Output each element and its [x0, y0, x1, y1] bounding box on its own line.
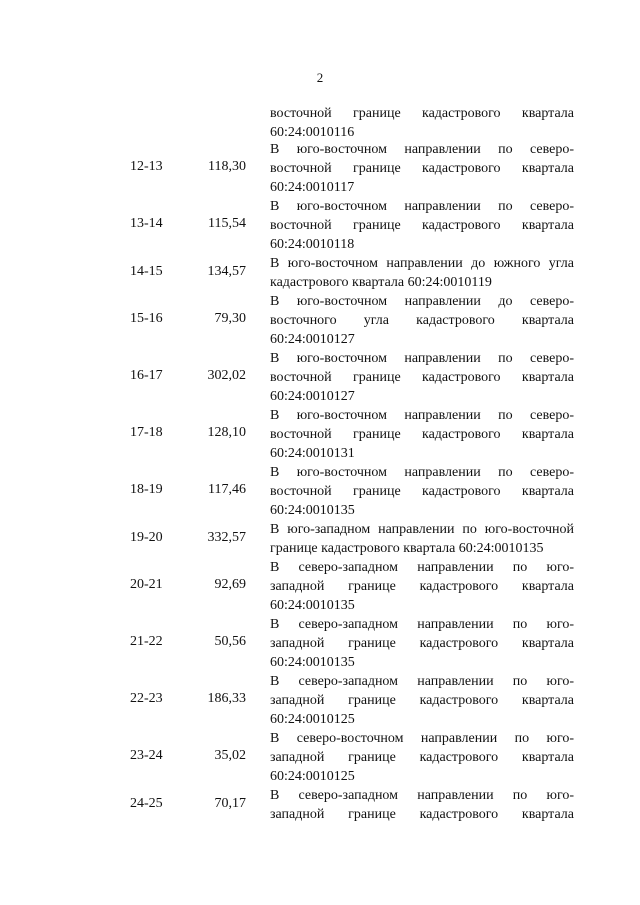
segment-length: 79,30 [214, 311, 246, 326]
segment-label: 15-16 [130, 311, 163, 326]
segment-length: 186,33 [207, 691, 246, 706]
description-line: западной границе кадастрового квартала [270, 807, 574, 822]
description-line: восточной границе кадастрового квартала [270, 370, 574, 385]
description [270, 558, 574, 615]
segment-length: 92,69 [214, 577, 246, 592]
description-line: 60:24:0010118 [270, 237, 355, 252]
description-line: В юго-восточном направлении до южного угла [270, 256, 574, 271]
description [270, 520, 574, 558]
description-line: В юго-восточном направлении по северо- [270, 351, 574, 366]
description-line: В северо-восточном направлении по юго- [270, 731, 574, 746]
description [270, 615, 574, 672]
segment-label: 18-19 [130, 482, 163, 497]
segment-length: 50,56 [214, 634, 246, 649]
description [270, 406, 574, 463]
segment-length: 332,57 [207, 530, 246, 545]
description-line: 60:24:0010116 [270, 125, 355, 140]
segment-label: 23-24 [130, 748, 163, 763]
description-line: западной границе кадастрового квартала [270, 750, 574, 765]
segment-length: 117,46 [208, 482, 246, 497]
segment-label: 22-23 [130, 691, 163, 706]
description-line: 60:24:0010117 [270, 180, 355, 195]
segment-length: 134,57 [207, 264, 246, 279]
segment-label: 20-21 [130, 577, 163, 592]
segment-length: 35,02 [214, 748, 246, 763]
description-line: границе кадастрового квартала 60:24:0010135 [270, 541, 544, 556]
segment-label: 12-13 [130, 159, 163, 174]
description-line: В юго-восточном направлении по северо- [270, 465, 574, 480]
segment-length: 302,02 [207, 368, 246, 383]
description [270, 197, 574, 254]
description-line: В юго-восточном направлении до северо- [270, 294, 574, 309]
description-line: восточной границе кадастрового квартала [270, 427, 574, 442]
description-line: В северо-западном направлении по юго- [270, 788, 574, 803]
segment-label: 21-22 [130, 634, 163, 649]
description [270, 729, 574, 786]
description [270, 786, 574, 824]
description-line: В юго-восточном направлении по северо- [270, 408, 574, 423]
description-line: 60:24:0010127 [270, 389, 355, 404]
description-line: 60:24:0010135 [270, 655, 355, 670]
description-line: восточной границе кадастрового квартала [270, 484, 574, 499]
description [270, 672, 574, 729]
description-line: восточной границе кадастрового квартала [270, 161, 574, 176]
description-line: восточной границе кадастрового квартала [270, 106, 574, 121]
segment-label: 13-14 [130, 216, 163, 231]
page-number: 2 [316, 70, 324, 85]
description-line: 60:24:0010135 [270, 598, 355, 613]
segment-label: 14-15 [130, 264, 163, 279]
description [270, 349, 574, 406]
description-line: кадастрового квартала 60:24:0010119 [270, 275, 492, 290]
description-line: 60:24:0010131 [270, 446, 355, 461]
segment-label: 19-20 [130, 530, 163, 545]
segment-length: 128,10 [207, 425, 246, 440]
description [270, 254, 574, 292]
description [270, 292, 574, 349]
description [270, 463, 574, 520]
description-line: западной границе кадастрового квартала [270, 693, 574, 708]
description [270, 104, 574, 142]
description-line: В северо-западном направлении по юго- [270, 617, 574, 632]
segment-length: 118,30 [208, 159, 246, 174]
description-line: В юго-восточном направлении по северо- [270, 199, 574, 214]
description-line: 60:24:0010125 [270, 712, 355, 727]
description-line: восточного угла кадастрового квартала [270, 313, 574, 328]
description-line: 60:24:0010135 [270, 503, 355, 518]
description-line: западной границе кадастрового квартала [270, 636, 574, 651]
description-line: В северо-западном направлении по юго- [270, 560, 574, 575]
description-line: В юго-восточном направлении по северо- [270, 142, 574, 157]
segment-label: 17-18 [130, 425, 163, 440]
segment-label: 16-17 [130, 368, 163, 383]
segment-label: 24-25 [130, 796, 163, 811]
description-line: 60:24:0010127 [270, 332, 355, 347]
description-line: В юго-западном направлении по юго-восточной [270, 522, 574, 537]
description [270, 140, 574, 197]
description-line: В северо-западном направлении по юго- [270, 674, 574, 689]
segment-length: 115,54 [208, 216, 246, 231]
description-line: 60:24:0010125 [270, 769, 355, 784]
description-line: восточной границе кадастрового квартала [270, 218, 574, 233]
description-line: западной границе кадастрового квартала [270, 579, 574, 594]
segment-length: 70,17 [214, 796, 246, 811]
